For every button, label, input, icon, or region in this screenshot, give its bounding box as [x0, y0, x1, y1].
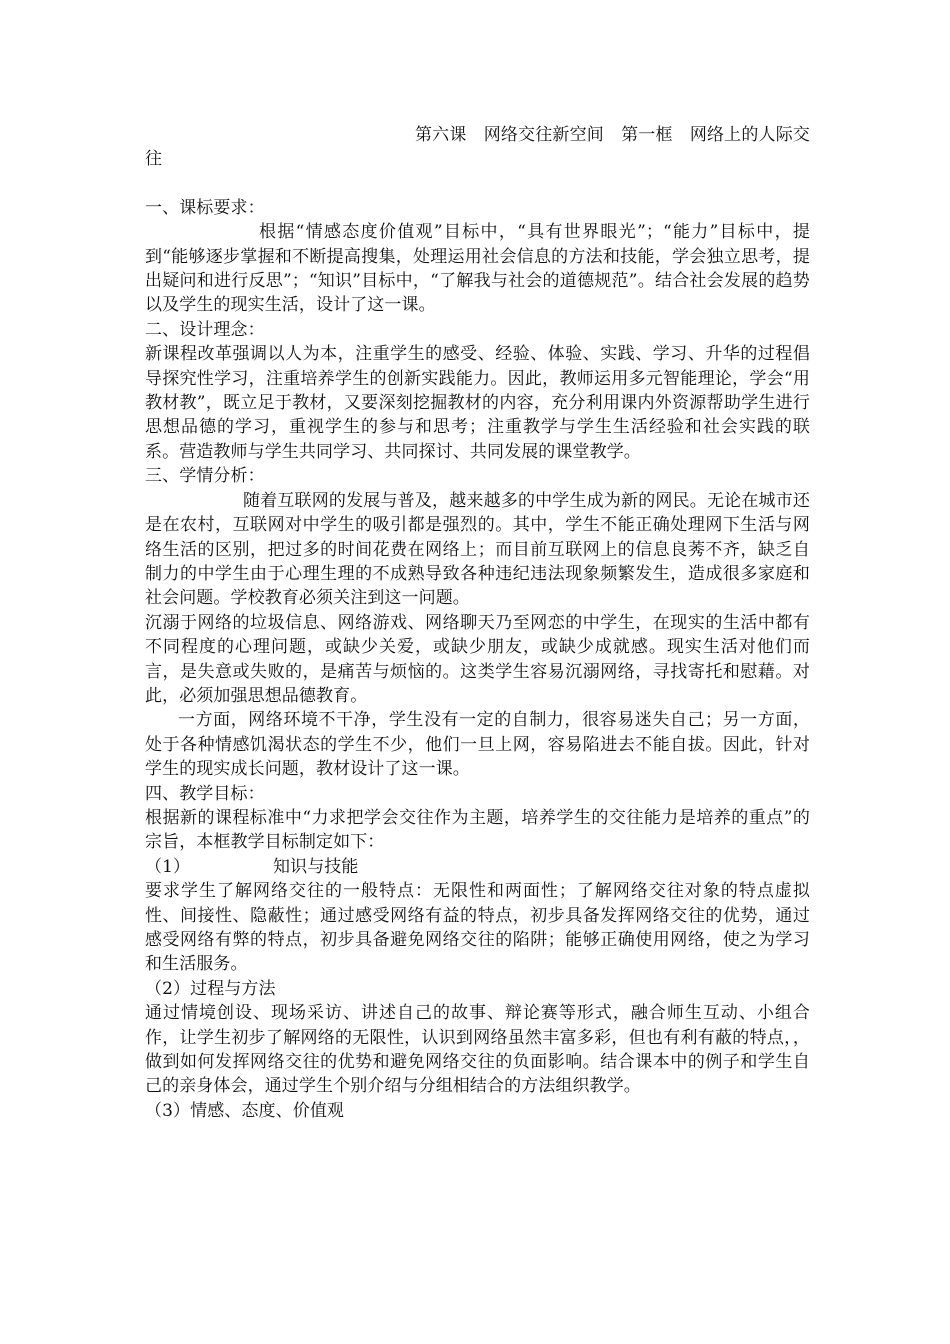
section-heading-design: 二、设计理念：	[145, 319, 265, 340]
goal-1-number: （1）	[145, 856, 191, 877]
section-body-curriculum: 根据“情感态度价值观”目标中，“具有世界眼光”；“能力”目标中，提到“能够逐步掌握和不断提高搜集，处理运用社会信息的方法和技能，学会独立思考，提出疑问和进行反思”；“知识”目标中，“了解我与社会的道德规范”。结合社会发展的趋势以及学生的现实生活，设计了这一课。	[145, 222, 810, 316]
blank-line	[145, 172, 810, 196]
document-page	[145, 123, 810, 1123]
goal-1-title: 知识与技能	[273, 856, 359, 877]
goal-1-heading	[145, 855, 810, 879]
section-heading-curriculum: 一、课标要求：	[145, 197, 265, 218]
goal-2-body: 通过情境创设、现场采访、讲述自己的故事、辩论赛等形式，融合师生互动、小组合作，让学生初步了解网络的无限性，认识到网络虽然丰富多彩，但也有利有蔽的特点，，做到如何发挥网络交往的优势和避免网络交往的负面影响。结合课本中的例子和学生自己的亲身体会，通过学生个别介绍与分组相结合的方法组织教学。	[145, 1003, 810, 1097]
goal-2-heading: （2）过程与方法	[145, 978, 276, 999]
section-body-design: 新课程改革强调以人为本，注重学生的感受、经验、体验、实践、学习、升华的过程倡导探究性学习，注重培养学生的创新实践能力。因此，教师运用多元智能理论，学会“用教材教”，既立足于教材，又要深刻挖掘教材的内容，充分利用课内外资源帮助学生进行思想品德的学习，重视学生的参与和思考；注重教学与学生生活经验和社会实践的联系。营造教师与学生共同学习、共同探讨、共同发展的课堂教学。	[145, 344, 810, 462]
section-heading-goals: 四、教学目标：	[145, 783, 265, 804]
section-body-students-2: 沉溺于网络的垃圾信息、网络游戏、网络聊天乃至网恋的中学生，在现实的生活中都有不同程度的心理问题，或缺少关爱，或缺少朋友，或缺少成就感。现实生活对他们而言，是失意或失败的，是痛苦与烦恼的。这类学生容易沉溺网络，寻找寄托和慰藉。对此，必须加强思想品德教育。	[145, 612, 810, 706]
goal-1-body: 要求学生了解网络交往的一般特点：无限性和两面性；了解网络交往对象的特点虚拟性、间接性、隐蔽性；通过感受网络有益的特点，初步具备发挥网络交往的优势，通过感受网络有弊的特点，初步具备避免网络交往的陷阱；能够正确使用网络，使之为学习和生活服务。	[145, 881, 810, 975]
section-heading-students: 三、学情分析：	[145, 466, 265, 487]
goal-3-heading: （3）情感、态度、价值观	[145, 1100, 345, 1121]
section-body-students-1: 随着互联网的发展与普及，越来越多的中学生成为新的网民。无论在城市还是在农村，互联网对中学生的吸引都是强烈的。其中，学生不能正确处理网下生活与网络生活的区别，把过多的时间花费在网络上；而目前互联网上的信息良莠不齐，缺乏自制力的中学生由于心理生理的不成熟导致各种违纪违法现象频繁发生，造成很多家庭和社会问题。学校教育必须关注到这一问题。	[145, 490, 810, 609]
section-body-goals-intro: 根据新的课程标准中“力求把学会交往作为主题，培养学生的交往能力是培养的重点”的宗旨，本框教学目标制定如下：	[145, 807, 810, 853]
section-body-students-3: 一方面，网络环境不干净，学生没有一定的自制力，很容易迷失自己；另一方面，处于各种情感饥渴状态的学生不少，他们一旦上网，容易陷进去不能自拔。因此，针对学生的现实成长问题，教材设计了这一课。	[145, 710, 810, 780]
document-title: 第六课 网络交往新空间 第一框 网络上的人际交往	[145, 125, 810, 170]
